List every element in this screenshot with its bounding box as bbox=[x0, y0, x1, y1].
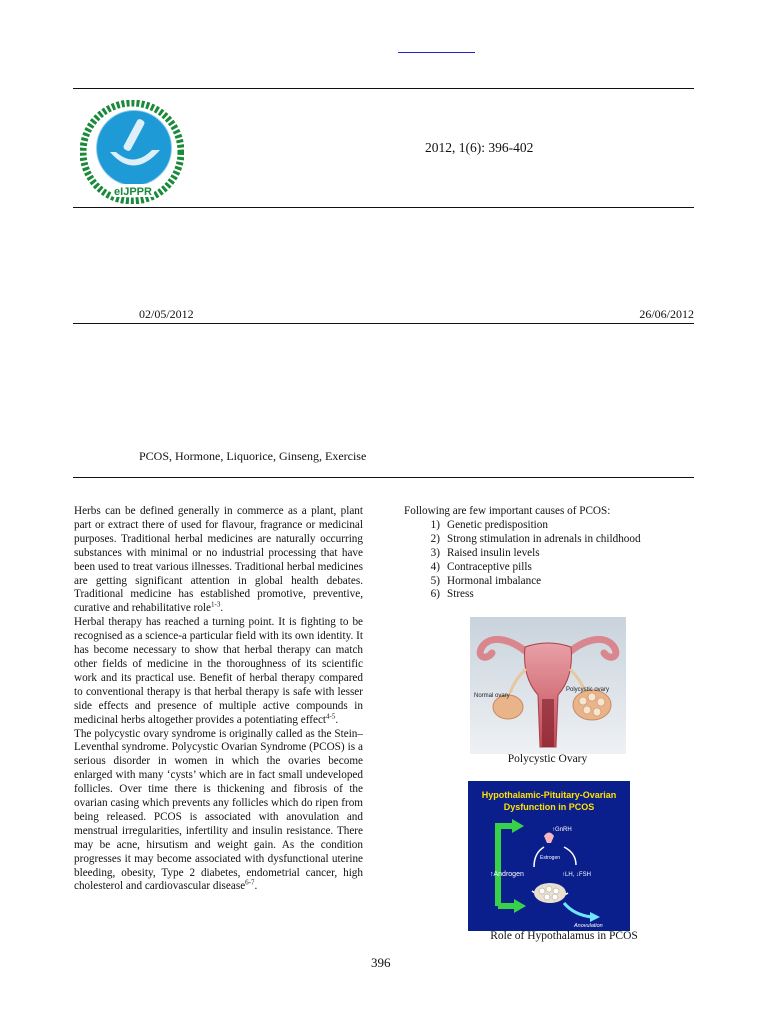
accepted-date: 26/06/2012 bbox=[639, 307, 694, 321]
logo-text: eIJPPR bbox=[114, 186, 152, 198]
body-right-column bbox=[404, 505, 694, 602]
paragraph-pcos: The polycystic ovary syndrome is originally called as the Stein–Leventhal syndrome. Polycystic Ovarian Syndrome (PCOS) is a serious disorder in women in which the ovaries become enlarged with many ‘cysts’ which are in fact small undeveloped follicles. Over time there is thickening and fibrosis of the ovarian casing which prevents any follicles which do ripen from being released. PCOS is associated with anovulation and menstrual irregularities, infertility and insulin resistance. There may be acne, hirsutism and weight gain. As the condition progresses it may become associated with dysfunctional uterine bleeding, obesity, Type 2 diabetes, endometrial cancer, high cholesterol and cardiovascular disease$^{6-7}$. bbox=[74, 727, 363, 893]
header-bottom-rule bbox=[73, 207, 694, 208]
keywords: PCOS, Hormone, Liquorice, Ginseng, Exercise bbox=[139, 449, 367, 463]
paragraph-herbal-therapy: Herbal therapy has reached a turning point. It is fighting to be recognised as a science-a particular field with its own identity. It has become necessary to show that herbal therapy can match other fields of medicine in the thoroughness of its scientific work and its practical use. Benefit of herbal therapy compared to conventional therapy is that herbal therapy is safe with lesser side effects and presence of multiple active compounds in medicinal herbs altogether provides a potentiating effect$^{4-5}$. bbox=[74, 616, 363, 726]
journal-citation: 2012, 1(6): 396-402 bbox=[425, 140, 534, 155]
header-link[interactable] bbox=[398, 52, 475, 53]
journal-logo bbox=[80, 100, 184, 204]
figure2-caption: Role of Hypothalamus in PCOS bbox=[490, 930, 638, 942]
paragraph-herbs: Herbs can be defined generally in commerce as a plant, plant part or extract there of used for flavour, fragrance or medicinal purposes. Traditional herbal medicines are naturally occurring substances with minimal or no industrial processing that have been used to treat various illnesses. Traditional herbal medicines are getting significant attention in global health debates. Traditional medicine has established promotive, preventive, curative and rehabilitative role$^{1-3}$. bbox=[74, 505, 363, 615]
list-item: 3) Raised insulin levels bbox=[430, 546, 540, 559]
polycystic-ovary-figure bbox=[470, 617, 626, 754]
ref-superscript: 6-7 bbox=[245, 878, 255, 887]
ref-superscript: 4-5 bbox=[326, 711, 336, 720]
normal-ovary-label: Normal ovary bbox=[474, 693, 510, 699]
list-item: 4) Contraceptive pills bbox=[430, 560, 532, 573]
androgen-label: ↑Androgen bbox=[490, 871, 524, 878]
list-item: 6) Stress bbox=[430, 588, 474, 601]
body-left-column bbox=[74, 505, 363, 894]
page-number: 396 bbox=[371, 955, 391, 970]
list-item: 5) Hormonal imbalance bbox=[430, 574, 542, 587]
keywords-rule bbox=[73, 477, 694, 478]
causes-list bbox=[404, 519, 694, 602]
polycystic-ovary-label: Polycystic ovary bbox=[566, 687, 610, 693]
list-item: 2) Strong stimulation in adrenals in childhood bbox=[430, 532, 641, 545]
lh-fsh-label: ↑LH, ↓FSH bbox=[562, 872, 592, 878]
list-item: 1) Genetic predisposition bbox=[430, 518, 548, 531]
dates-rule bbox=[73, 323, 694, 324]
anovulation-label: Anovulation bbox=[574, 923, 603, 929]
estrogen-label: Estrogen bbox=[540, 855, 561, 861]
causes-intro: Following are few important causes of PCOS: bbox=[404, 505, 611, 517]
slide-title-line1: Hypothalamic-Pituitary-Ovarian bbox=[481, 790, 617, 800]
slide-title-line2: Dysfunction in PCOS bbox=[503, 802, 595, 812]
ref-superscript: 1-3 bbox=[210, 600, 221, 609]
figure1-caption: Polycystic Ovary bbox=[507, 753, 588, 765]
received-date: 02/05/2012 bbox=[139, 307, 194, 321]
gnrh-label: ↑GnRH bbox=[552, 827, 572, 833]
hpo-axis-figure bbox=[468, 781, 630, 931]
header-top-rule bbox=[73, 88, 694, 89]
